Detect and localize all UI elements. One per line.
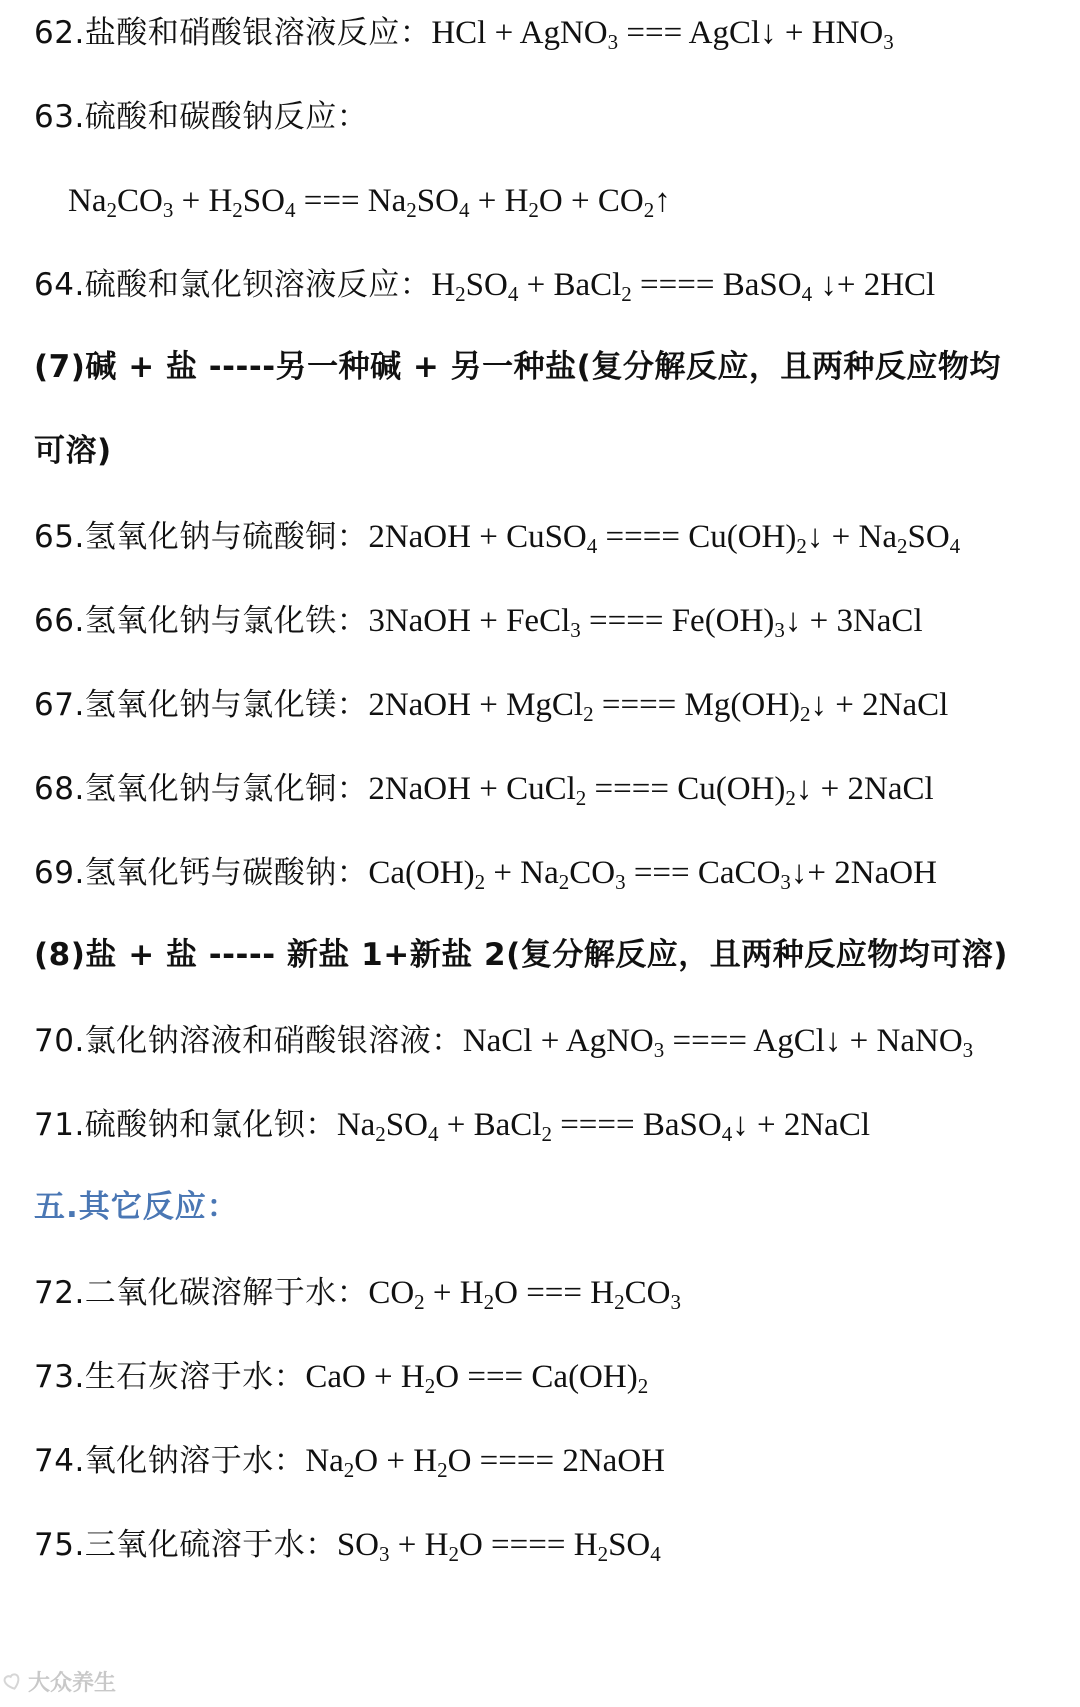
equation-line bbox=[34, 267, 936, 306]
equation-label: 71.硫酸钠和氯化钡： bbox=[34, 1107, 337, 1143]
chemical-equation: $Na_2O + H_2O$ ==== 2NaOH bbox=[305, 1443, 665, 1482]
chemical-equation: 3NaOH + FeCl$_3$ ==== $Fe(OH)_3↓$ + 3NaCl bbox=[368, 603, 923, 642]
reaction-category-heading: 可溶) bbox=[34, 433, 112, 469]
chemical-equation: HCl + AgNO$_3$ === AgCl↓ + $HNO_3$ bbox=[431, 15, 894, 54]
section-title: 五.其它反应： bbox=[34, 1189, 239, 1225]
equation-label: 75.三氧化硫溶于水： bbox=[34, 1527, 337, 1563]
equation-label: 62.盐酸和硝酸银溶液反应： bbox=[34, 15, 432, 51]
equation-label: 74.氧化钠溶于水： bbox=[34, 1443, 306, 1479]
equation-line bbox=[34, 1527, 661, 1566]
equation-formula-line bbox=[68, 183, 671, 222]
equation-label: 72.二氧化碳溶解于水： bbox=[34, 1275, 369, 1311]
equation-label: 73.生石灰溶于水： bbox=[34, 1359, 306, 1395]
equation-label: 64.硫酸和氯化钡溶液反应： bbox=[34, 267, 432, 303]
chemical-equation: $CO_2 + H_2O$ === $H_2CO_3$ bbox=[368, 1275, 681, 1314]
chemical-equation: 2NaOH + MgCl$_2$ ==== $Mg(OH)_2↓$ + 2NaCl bbox=[368, 687, 949, 726]
equation-line bbox=[34, 603, 923, 642]
heart-icon bbox=[0, 1666, 27, 1696]
chemical-equation: $Na_2CO_3 + H_2SO_4$ === $Na_2SO_4 + H_2O$ + $CO_2↑$ bbox=[68, 183, 671, 222]
watermark-text: 大众养生 bbox=[28, 1670, 117, 1696]
equation-line bbox=[34, 15, 894, 54]
equation-label-line bbox=[34, 100, 368, 133]
equation-line bbox=[34, 1275, 681, 1314]
chemical-equation: 2NaOH + CuCl$_2$ ==== $Cu(OH)_2↓$ + 2NaCl bbox=[368, 771, 934, 810]
chemical-equation: CaO + $H_2O$ === $Ca(OH)_2$ bbox=[305, 1359, 649, 1398]
equation-line bbox=[34, 519, 961, 558]
equation-line bbox=[34, 771, 934, 810]
chemical-equation: $SO_3 + H_2O$ ==== $H_2SO_4$ bbox=[336, 1527, 661, 1566]
chemical-equation: NaCl + AgNO$_3$ ==== AgCl↓ + NaNO$_3$ bbox=[462, 1023, 974, 1062]
equation-label: 68.氢氧化钠与氯化铜： bbox=[34, 771, 369, 807]
equation-label: 66.氢氧化钠与氯化铁： bbox=[34, 603, 369, 639]
watermark bbox=[0, 1655, 170, 1707]
equation-label: 67.氢氧化钠与氯化镁： bbox=[34, 687, 369, 723]
equation-line bbox=[34, 687, 949, 726]
equation-label: 65.氢氧化钠与硫酸铜： bbox=[34, 519, 369, 555]
equation-line bbox=[34, 1107, 871, 1146]
equation-label: 70.氯化钠溶液和硝酸银溶液： bbox=[34, 1023, 463, 1059]
equation-line bbox=[34, 1359, 649, 1398]
chemical-equation: $H_2SO_4$ + BaCl$_2$ ==== BaSO$_4$ ↓+ 2HCl bbox=[431, 267, 936, 306]
chemical-equation: 2NaOH + CuSO$_4$ ==== $Cu(OH)_2↓ + Na_2SO_4$ bbox=[368, 519, 961, 558]
chemical-equation: $Na_2SO_4$ + BaCl$_2$ ==== BaSO$_4$↓ + 2NaCl bbox=[336, 1107, 871, 1146]
equation-line bbox=[34, 855, 937, 894]
equation-line bbox=[34, 1443, 665, 1482]
equation-label: 69.氢氧化钙与碳酸钠： bbox=[34, 855, 369, 891]
equation-label: 63.硫酸和碳酸钠反应： bbox=[34, 99, 369, 135]
reaction-category-heading: (7)碱 + 盐 -----另一种碱 + 另一种盐(复分解反应，且两种反应物均 bbox=[34, 349, 1001, 385]
chemical-equation: $Ca(OH)_2 + Na_2CO_3$ === CaCO$_3$↓+ 2NaOH bbox=[368, 855, 937, 894]
reaction-category-heading: (8)盐 + 盐 ----- 新盐 1+新盐 2(复分解反应，且两种反应物均可溶) bbox=[34, 937, 1008, 973]
equation-line bbox=[34, 1023, 974, 1062]
